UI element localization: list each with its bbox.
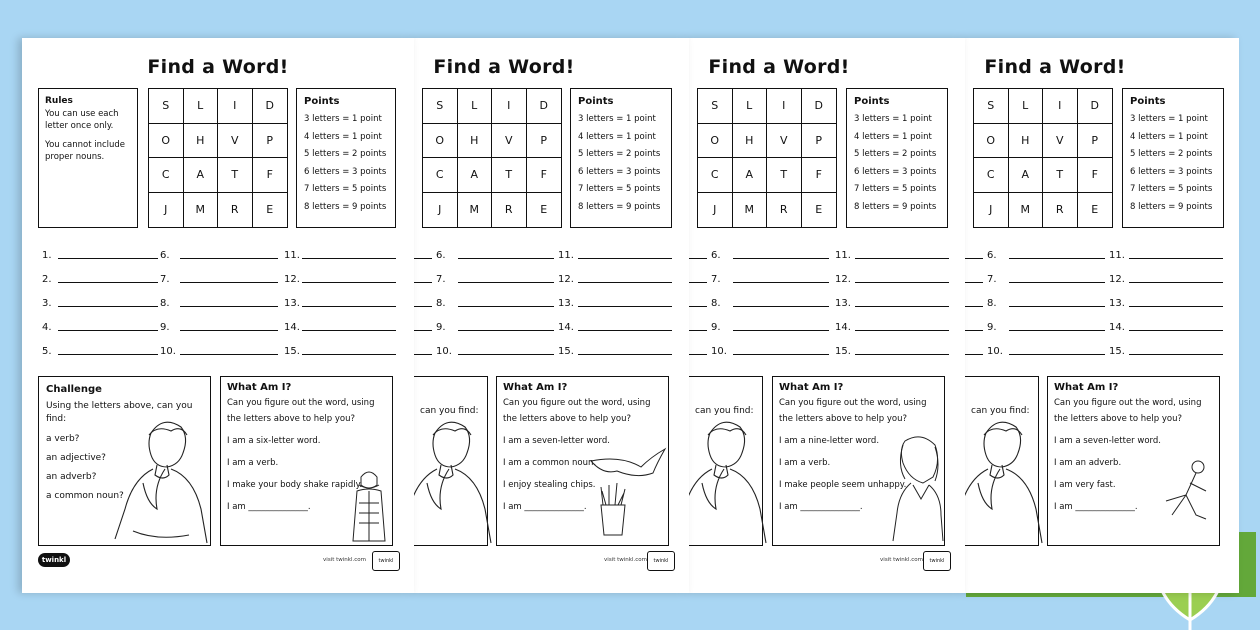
- answer-number: 4.: [42, 322, 52, 333]
- points-item: 4 letters = 1 point: [304, 131, 382, 142]
- answer-line[interactable]: [42, 346, 158, 357]
- answer-number: 12.: [284, 274, 300, 285]
- answer-number: 15.: [558, 346, 574, 357]
- clue: I am a common noun.: [503, 458, 597, 468]
- answer-line[interactable]: [42, 250, 158, 261]
- answer-blank[interactable]: ______________.: [1075, 502, 1138, 512]
- answer-number: 5.: [42, 346, 52, 357]
- answer-number: 13.: [835, 298, 851, 309]
- grid-cell: O: [974, 124, 1009, 159]
- twinkl-logo: twinkl: [38, 553, 70, 567]
- clue: I am a nine-letter word.: [779, 436, 880, 446]
- answer-line[interactable]: [1109, 274, 1223, 285]
- answer-line[interactable]: [835, 322, 949, 333]
- grid-cell: M: [1009, 193, 1044, 228]
- answer-number: 15.: [284, 346, 300, 357]
- grid-cell: A: [458, 158, 493, 193]
- grid-cell: P: [253, 124, 288, 159]
- points-heading: Points: [1130, 96, 1166, 107]
- grid-cell: D: [253, 89, 288, 124]
- answer-line[interactable]: [558, 346, 672, 357]
- grid-cell: T: [218, 158, 253, 193]
- grid-cell: R: [1043, 193, 1078, 228]
- points-heading: Points: [578, 96, 614, 107]
- challenge-intro: can you find:: [420, 406, 479, 416]
- points-item: 4 letters = 1 point: [1130, 131, 1208, 142]
- points-item: 5 letters = 2 points: [578, 149, 661, 159]
- worksheet-page-3: [689, 38, 965, 593]
- page-title: Find a Word!: [433, 56, 575, 78]
- answer-number: 11.: [835, 250, 851, 261]
- rules-line-1: You can use each letter once only.: [45, 109, 119, 132]
- points-box: [1122, 88, 1224, 228]
- answer-number: 11.: [1109, 250, 1125, 261]
- answer-line[interactable]: [965, 346, 1105, 357]
- answer-line[interactable]: [284, 250, 396, 261]
- what-am-i-heading: What Am I?: [227, 382, 292, 393]
- answer-number: 12.: [1109, 274, 1125, 285]
- points-item: 6 letters = 3 points: [854, 166, 937, 177]
- answer-number: 14.: [558, 322, 574, 333]
- answer-number: 9.: [160, 322, 170, 333]
- answer-line[interactable]: [689, 322, 829, 333]
- answer-number: 8.: [160, 298, 170, 309]
- answer-number: 12.: [558, 274, 574, 285]
- answer-line[interactable]: [414, 250, 554, 261]
- page-title: Find a Word!: [147, 56, 289, 78]
- what-am-i-box: [1047, 376, 1220, 546]
- answer-number: 10.: [436, 346, 452, 357]
- answer-number: 15.: [835, 346, 851, 357]
- answer-number: 13.: [284, 298, 300, 309]
- answer-line[interactable]: [965, 274, 1105, 285]
- answer-line[interactable]: [414, 274, 554, 285]
- what-am-i-question: Can you figure out the word, using the letters above to help you?: [779, 398, 927, 424]
- grid-cell: S: [149, 89, 184, 124]
- footer-url[interactable]: visit twinkl.com: [880, 557, 923, 563]
- grid-cell: I: [492, 89, 527, 124]
- grid-cell: S: [698, 89, 733, 124]
- points-box: [570, 88, 672, 228]
- sad-girl-illustration: [891, 435, 945, 543]
- points-item: 5 letters = 2 points: [304, 149, 387, 159]
- answer-number: 13.: [558, 298, 574, 309]
- answer-prefix: I am: [227, 502, 246, 512]
- grid-cell: A: [733, 158, 768, 193]
- rules-box: [38, 88, 138, 228]
- challenge-box: [965, 376, 1039, 546]
- points-item: 8 letters = 9 points: [578, 201, 661, 212]
- challenge-item: an adjective?: [46, 453, 106, 463]
- challenge-box: [414, 376, 488, 546]
- grid-cell: V: [218, 124, 253, 159]
- what-am-i-heading: What Am I?: [779, 382, 844, 393]
- answer-line[interactable]: [835, 250, 949, 261]
- grid-cell: M: [458, 193, 493, 228]
- answer-number: 6.: [711, 250, 721, 261]
- letter-grid: [973, 88, 1113, 228]
- points-item: 4 letters = 1 point: [854, 131, 932, 142]
- clue: I am a six-letter word.: [227, 436, 321, 446]
- page-title: Find a Word!: [708, 56, 850, 78]
- grid-cell: S: [423, 89, 458, 124]
- grid-cell: L: [458, 89, 493, 124]
- grid-cell: C: [974, 158, 1009, 193]
- answer-blank[interactable]: ______________.: [248, 502, 311, 512]
- clue: I am very fast.: [1054, 480, 1116, 490]
- letter-grid: [148, 88, 288, 228]
- thinking-boy-illustration: [965, 413, 1044, 545]
- rules-line-2: You cannot include proper nouns.: [45, 139, 126, 162]
- grid-cell: P: [527, 124, 562, 159]
- answer-blank[interactable]: ______________.: [800, 502, 863, 512]
- grid-cell: C: [423, 158, 458, 193]
- points-item: 5 letters = 2 points: [1130, 149, 1213, 159]
- answer-line[interactable]: [160, 346, 278, 357]
- grid-cell: L: [733, 89, 768, 124]
- answer-line[interactable]: [42, 298, 158, 309]
- answer-line[interactable]: [414, 298, 554, 309]
- points-item: 6 letters = 3 points: [304, 166, 387, 177]
- answer-line[interactable]: [965, 322, 1105, 333]
- answer-line[interactable]: [558, 322, 672, 333]
- challenge-intro: can you find:: [971, 406, 1030, 416]
- points-box: [296, 88, 396, 228]
- answer-number: 11.: [284, 250, 300, 261]
- grid-cell: J: [698, 193, 733, 228]
- answer-number: 8.: [711, 298, 721, 309]
- answer-number: 7.: [436, 274, 446, 285]
- answer-line[interactable]: [284, 298, 396, 309]
- answer-line[interactable]: [1109, 298, 1223, 309]
- grid-cell: H: [733, 124, 768, 159]
- grid-cell: J: [149, 193, 184, 228]
- answer-number: 14.: [1109, 322, 1125, 333]
- answer-number: 13.: [1109, 298, 1125, 309]
- grid-cell: S: [974, 89, 1009, 124]
- answer-line[interactable]: [835, 346, 949, 357]
- rules-heading: Rules: [45, 96, 73, 106]
- challenge-box: [38, 376, 211, 546]
- answer-line[interactable]: [160, 250, 278, 261]
- clue: I am a verb.: [227, 458, 279, 468]
- answer-line[interactable]: [1109, 322, 1223, 333]
- answer-prefix: I am: [779, 502, 798, 512]
- grid-cell: H: [184, 124, 219, 159]
- points-box: [846, 88, 948, 228]
- answer-line[interactable]: [284, 274, 396, 285]
- worksheet-page-1: [22, 38, 414, 593]
- grid-cell: E: [266, 203, 274, 217]
- answer-number: 7.: [160, 274, 170, 285]
- answer-number: 7.: [711, 274, 721, 285]
- answer-line[interactable]: [160, 298, 278, 309]
- grid-cell: F: [527, 158, 562, 193]
- grid-cell: C: [698, 158, 733, 193]
- running-person-illustration: [1158, 457, 1218, 527]
- points-item: 5 letters = 2 points: [854, 149, 937, 159]
- answer-line[interactable]: [284, 346, 396, 357]
- answer-prefix: I am: [1054, 502, 1073, 512]
- grid-cell: H: [1009, 124, 1044, 159]
- points-item: 7 letters = 5 points: [1130, 184, 1213, 194]
- grid-cell: F: [1078, 158, 1113, 193]
- answer-number: 8.: [436, 298, 446, 309]
- grid-cell: L: [184, 89, 219, 124]
- answer-line[interactable]: [160, 274, 278, 285]
- grid-cell: I: [767, 89, 802, 124]
- footer-badge: twinkl: [923, 551, 951, 571]
- grid-cell: E: [1091, 203, 1099, 217]
- grid-cell: T: [492, 158, 527, 193]
- grid-cell: T: [767, 158, 802, 193]
- challenge-heading: Challenge: [46, 384, 102, 395]
- answer-line[interactable]: [42, 274, 158, 285]
- footer-badge: twinkl: [647, 551, 675, 571]
- answer-line[interactable]: [689, 346, 829, 357]
- answer-number: 9.: [436, 322, 446, 333]
- grid-cell: M: [733, 193, 768, 228]
- answer-number: 15.: [1109, 346, 1125, 357]
- answer-blank[interactable]: ______________.: [524, 502, 587, 512]
- answer-line[interactable]: [1109, 250, 1223, 261]
- grid-cell: F: [253, 158, 288, 193]
- grid-cell: J: [423, 193, 458, 228]
- what-am-i-heading: What Am I?: [1054, 382, 1119, 393]
- seagull-illustration: [589, 441, 669, 481]
- clue: I am an adverb.: [1054, 458, 1122, 468]
- answer-line[interactable]: [558, 250, 672, 261]
- challenge-item: a verb?: [46, 434, 80, 444]
- answer-line[interactable]: [414, 322, 554, 333]
- answer-number: 2.: [42, 274, 52, 285]
- grid-cell: D: [802, 89, 837, 124]
- grid-cell: I: [218, 89, 253, 124]
- grid-cell: V: [767, 124, 802, 159]
- grid-cell: V: [1043, 124, 1078, 159]
- points-item: 6 letters = 3 points: [1130, 166, 1213, 177]
- letter-grid: [422, 88, 562, 228]
- answer-number: 9.: [987, 322, 997, 333]
- thinking-boy-illustration: [113, 413, 209, 545]
- answer-line[interactable]: [965, 298, 1105, 309]
- worksheet-page-4: [965, 38, 1239, 593]
- grid-cell: V: [492, 124, 527, 159]
- grid-cell: M: [184, 193, 219, 228]
- grid-cell: O: [698, 124, 733, 159]
- answer-number: 1.: [42, 250, 52, 261]
- challenge-box: [689, 376, 763, 546]
- points-item: 6 letters = 3 points: [578, 166, 661, 177]
- thinking-boy-illustration: [689, 413, 768, 545]
- grid-cell: J: [974, 193, 1009, 228]
- what-am-i-box: [772, 376, 945, 546]
- points-item: 7 letters = 5 points: [578, 184, 661, 194]
- grid-cell: L: [1009, 89, 1044, 124]
- answer-number: 3.: [42, 298, 52, 309]
- answer-number: 8.: [987, 298, 997, 309]
- shivering-person-illustration: [349, 467, 389, 543]
- answer-number: 6.: [436, 250, 446, 261]
- answer-line[interactable]: [558, 298, 672, 309]
- grid-cell: E: [815, 203, 823, 217]
- grid-cell: P: [802, 124, 837, 159]
- grid-cell: D: [527, 89, 562, 124]
- clue: I make people seem unhappy.: [779, 480, 907, 490]
- points-item: 3 letters = 1 point: [578, 114, 656, 124]
- what-am-i-box: [220, 376, 393, 546]
- answer-number: 6.: [160, 250, 170, 261]
- points-item: 3 letters = 1 point: [1130, 114, 1208, 124]
- challenge-item: a common noun?: [46, 491, 124, 501]
- what-am-i-box: [496, 376, 669, 546]
- worksheet-page-2: [414, 38, 689, 593]
- what-am-i-heading: What Am I?: [503, 382, 568, 393]
- grid-cell: O: [149, 124, 184, 159]
- grid-cell: O: [423, 124, 458, 159]
- grid-cell: H: [458, 124, 493, 159]
- answer-line[interactable]: [160, 322, 278, 333]
- clue: I am a seven-letter word.: [1054, 436, 1161, 446]
- points-item: 8 letters = 9 points: [304, 201, 387, 212]
- chips-illustration: [593, 481, 633, 537]
- what-am-i-question: Can you figure out the word, using the letters above to help you?: [1054, 398, 1202, 424]
- what-am-i-question: Can you figure out the word, using the letters above to help you?: [227, 398, 375, 424]
- answer-number: 14.: [835, 322, 851, 333]
- clue: I am a seven-letter word.: [503, 436, 610, 446]
- answer-number: 7.: [987, 274, 997, 285]
- answer-line[interactable]: [835, 274, 949, 285]
- answer-number: 12.: [835, 274, 851, 285]
- answer-number: 6.: [987, 250, 997, 261]
- grid-cell: A: [184, 158, 219, 193]
- points-heading: Points: [304, 96, 340, 107]
- points-item: 7 letters = 5 points: [304, 184, 387, 194]
- challenge-intro: can you find:: [695, 406, 754, 416]
- grid-cell: T: [1043, 158, 1078, 193]
- letter-grid: [697, 88, 837, 228]
- answer-line[interactable]: [414, 346, 554, 357]
- grid-cell: C: [149, 158, 184, 193]
- grid-cell: R: [767, 193, 802, 228]
- grid-cell: F: [802, 158, 837, 193]
- footer-url[interactable]: visit twinkl.com: [604, 557, 647, 563]
- what-am-i-question: Can you figure out the word, using the letters above to help you?: [503, 398, 651, 424]
- grid-cell: I: [1043, 89, 1078, 124]
- grid-cell: E: [540, 203, 548, 217]
- answer-line[interactable]: [1109, 346, 1223, 357]
- clue: I make your body shake rapidly.: [227, 480, 363, 490]
- answer-number: 14.: [284, 322, 300, 333]
- grid-cell: R: [492, 193, 527, 228]
- answer-number: 11.: [558, 250, 574, 261]
- answer-number: 10.: [160, 346, 176, 357]
- grid-cell: P: [1078, 124, 1113, 159]
- answer-number: 10.: [711, 346, 727, 357]
- answer-prefix: I am: [503, 502, 522, 512]
- points-item: 3 letters = 1 point: [854, 114, 932, 124]
- answer-number: 10.: [987, 346, 1003, 357]
- points-item: 8 letters = 9 points: [854, 201, 937, 212]
- challenge-intro: Using the letters above, can you find:: [46, 401, 193, 424]
- clue: I enjoy stealing chips.: [503, 480, 596, 490]
- grid-cell: R: [218, 193, 253, 228]
- clue: I am a verb.: [779, 458, 831, 468]
- answer-line[interactable]: [284, 322, 396, 333]
- answer-line[interactable]: [965, 250, 1105, 261]
- grid-cell: A: [1009, 158, 1044, 193]
- answer-line[interactable]: [558, 274, 672, 285]
- points-item: 7 letters = 5 points: [854, 184, 937, 194]
- footer-badge: twinkl: [372, 551, 400, 571]
- grid-cell: D: [1078, 89, 1113, 124]
- challenge-item: an adverb?: [46, 472, 97, 482]
- points-item: 3 letters = 1 point: [304, 114, 382, 124]
- footer-url[interactable]: visit twinkl.com: [323, 557, 366, 563]
- points-item: 8 letters = 9 points: [1130, 201, 1213, 212]
- answer-line[interactable]: [42, 322, 158, 333]
- points-heading: Points: [854, 96, 890, 107]
- points-item: 4 letters = 1 point: [578, 131, 656, 142]
- answer-line[interactable]: [835, 298, 949, 309]
- answer-line[interactable]: [689, 250, 829, 261]
- answer-line[interactable]: [689, 298, 829, 309]
- thinking-boy-illustration: [414, 413, 493, 545]
- answer-number: 9.: [711, 322, 721, 333]
- page-title: Find a Word!: [984, 56, 1126, 78]
- answer-line[interactable]: [689, 274, 829, 285]
